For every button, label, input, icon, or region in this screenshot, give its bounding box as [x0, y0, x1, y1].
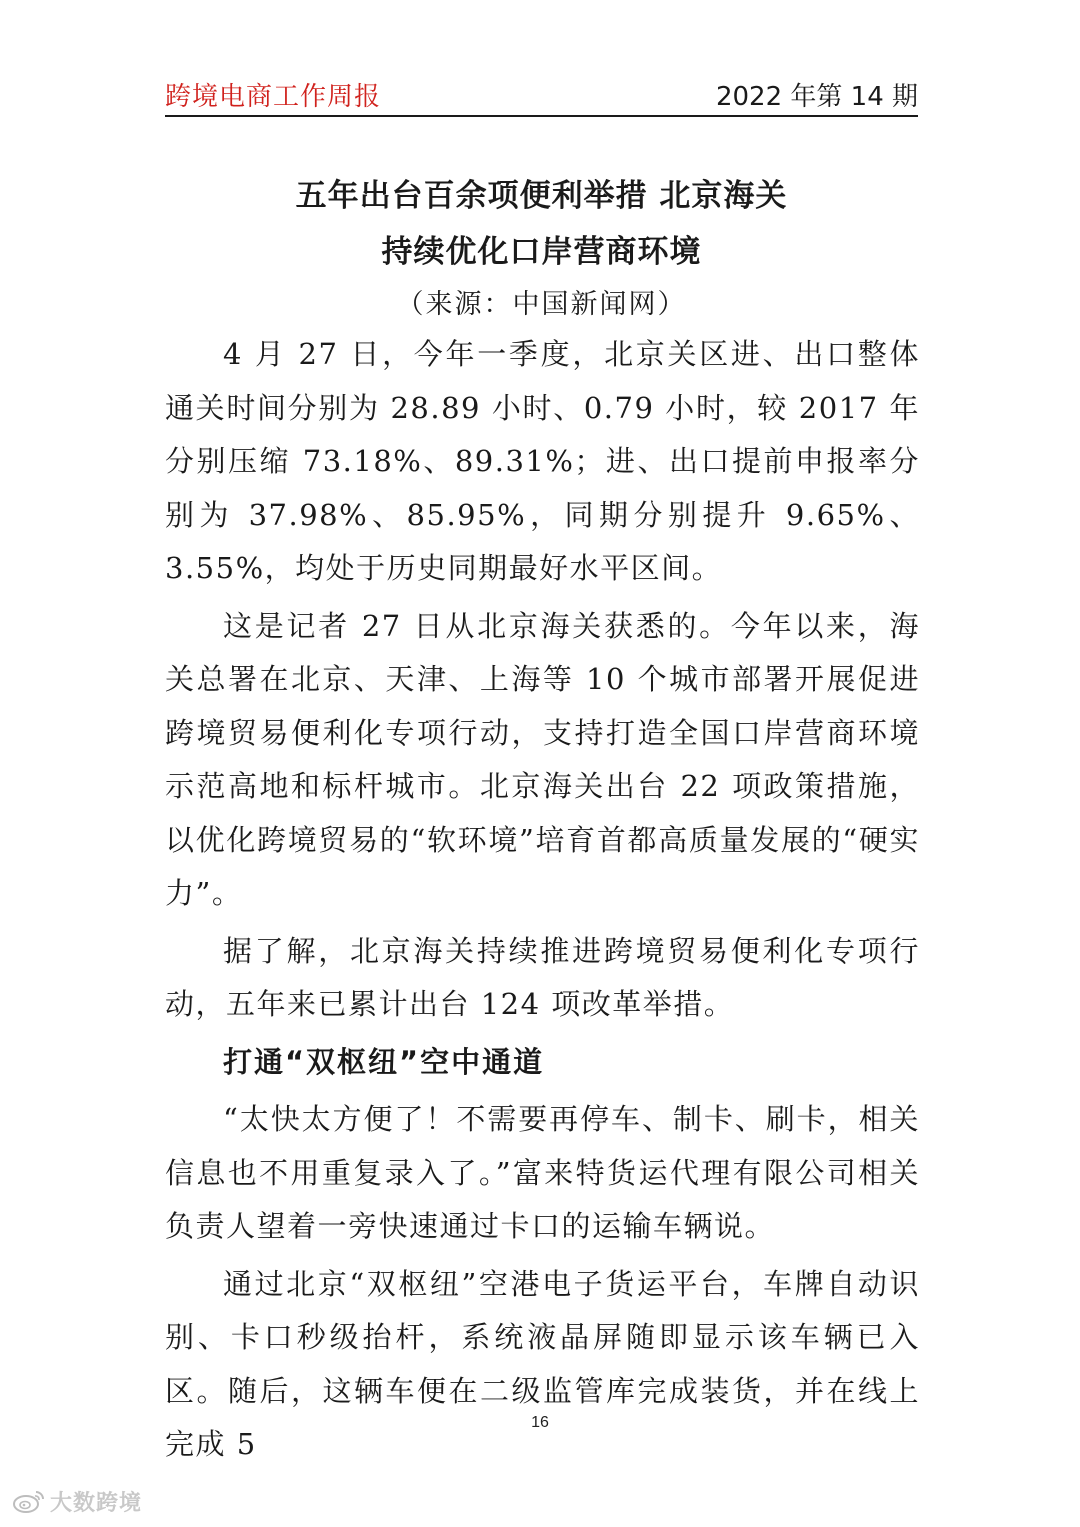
article-title-line-2: 持续优化口岸营商环境 — [381, 234, 702, 270]
paragraph: “太快太方便了！不需要再停车、制卡、刷卡，相关信息也不用重复录入了。”富来特货运代理有限公司相关负责人望着一旁快速通过卡口的运输车辆说。 — [165, 1102, 920, 1243]
watermark — [12, 1486, 142, 1516]
watermark-text: 大数跨境 — [50, 1490, 143, 1516]
article-title-line-1: 五年出台百余项便利举措 北京海关 — [295, 178, 788, 214]
paragraph: 这是记者 27 日从北京海关获悉的。今年以来，海关总署在北京、天津、上海等 10 个城市部署开展促进跨境贸易便利化专项行动，支持打造全国口岸营商环境示范高地和标杆城市。北京海关出台 22 项政策措施，以优化跨境贸易的“软环境”培育首都高质量发展的“硬实力”。 — [165, 608, 920, 910]
page-number: 16 — [531, 1414, 549, 1431]
paragraph: 通过北京“双枢纽”空港电子货运平台，车牌自动识别、卡口秒级抬杆，系统液晶屏随即显示该车辆已入区。随后，这辆车便在二级监管库完成装货，并在线上完成 5 — [165, 1266, 920, 1461]
weibo-logo-icon — [12, 1488, 46, 1514]
article-source: （来源：中国新闻网） — [396, 289, 687, 320]
issue-number: 2022 年第 14 期 — [715, 82, 918, 112]
page-header — [165, 72, 918, 116]
section-subheading: 打通“双枢纽”空中通道 — [223, 1044, 545, 1079]
publication-name: 跨境电商工作周报 — [165, 82, 382, 112]
header-divider — [165, 115, 918, 117]
article-body — [165, 328, 920, 1476]
paragraph: 据了解，北京海关持续推进跨境贸易便利化专项行动，五年来已累计出台 124 项改革举措。 — [165, 933, 920, 1021]
paragraph: 4 月 27 日，今年一季度，北京关区进、出口整体通关时间分别为 28.89 小时、0.79 小时，较 2017 年分别压缩 73.18%、89.31%；进、出口提前申报率分别为 37.98%、85.95%，同期分别提升 9.65%、3.55%，均处于历史同期最好水平区间。 — [165, 337, 920, 585]
